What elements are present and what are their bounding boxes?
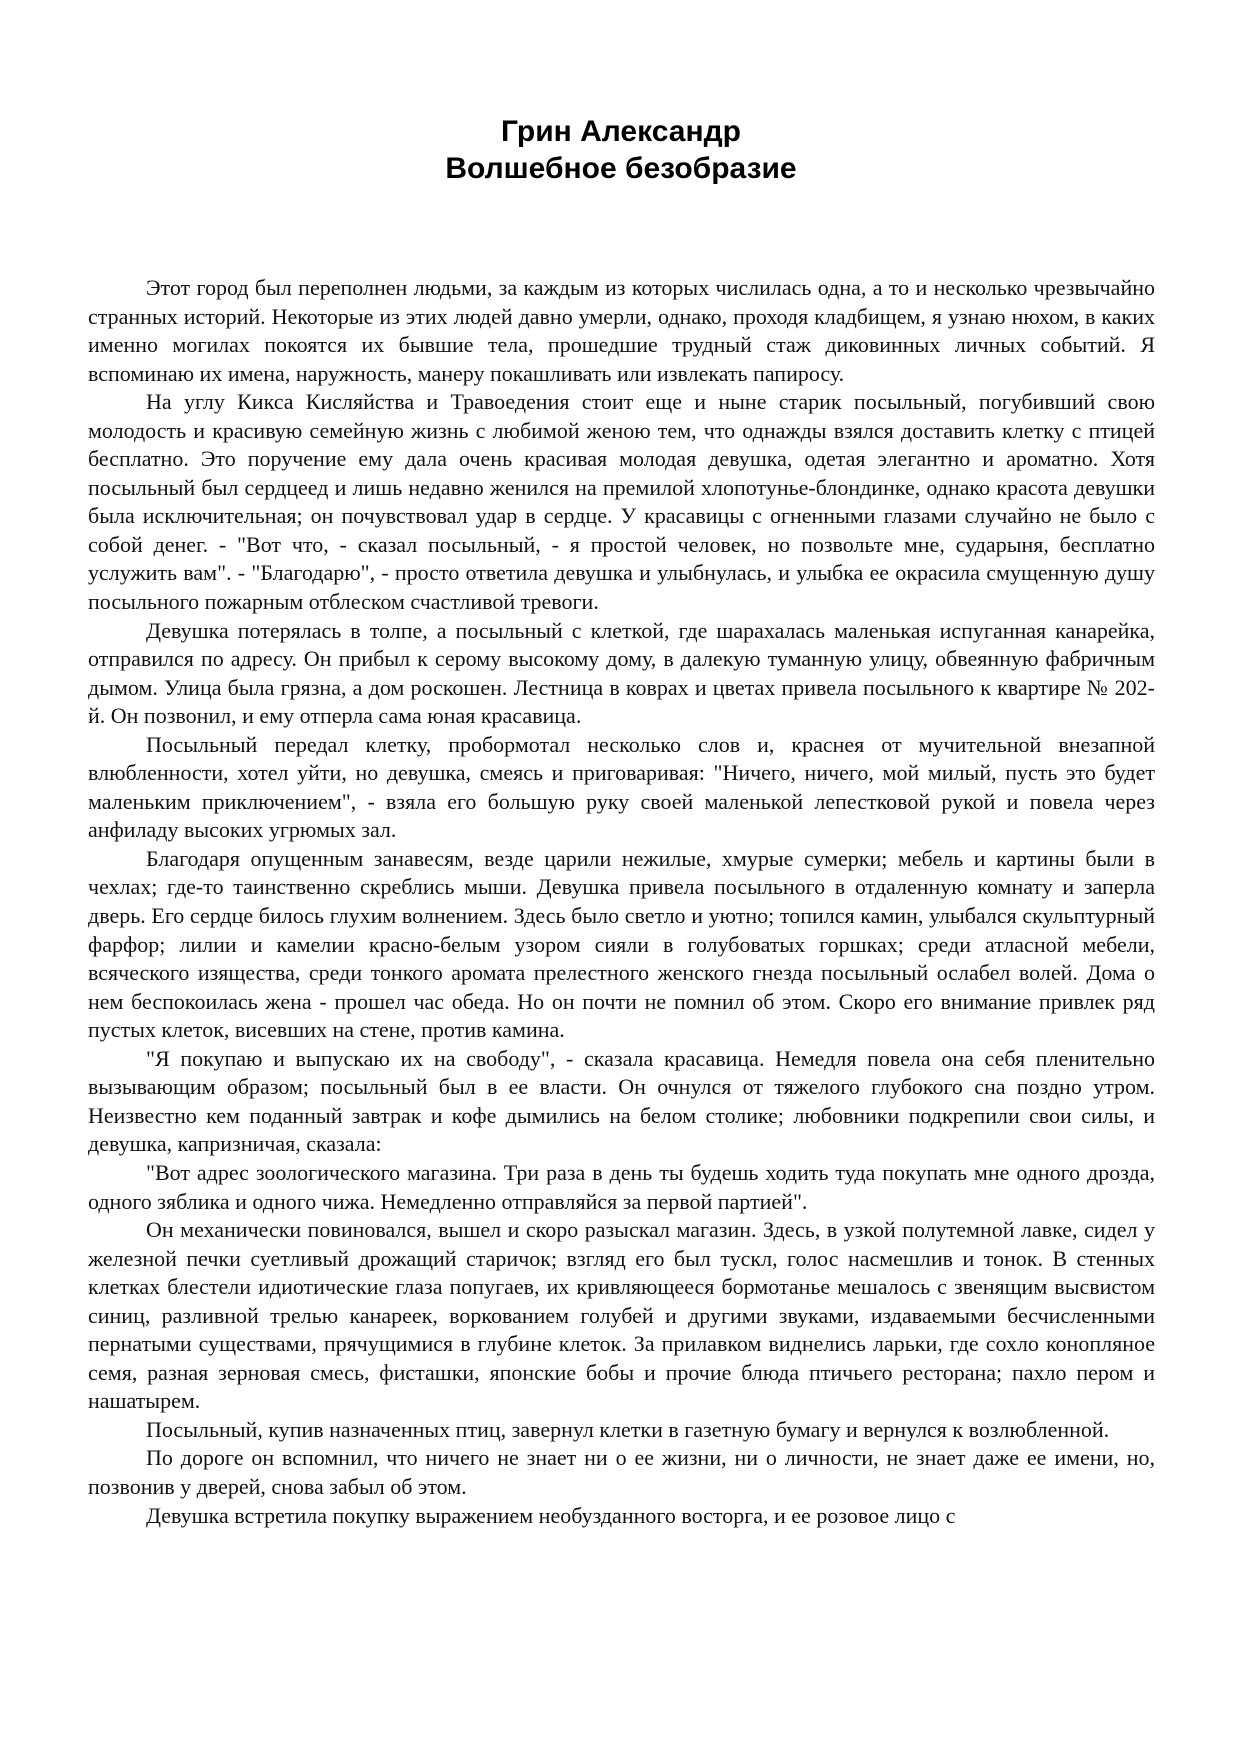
paragraph: Он механически повиновался, вышел и скоро разыскал магазин. Здесь, в узкой полутемной лавке, сидел у железной печки суетливый дрожащий старичок; взгляд его был тускл, голос насмешлив и тонок. В стенных клетках блестели идиотические глаза попугаев, их кривляющееся бормотанье мешалось с звенящим высвистом синиц, разливной трелью канареек, воркованием голубей и другими звуками, издаваемыми бесчисленными пернатыми существами, прячущимися в глубине клеток. За прилавком виднелись ларьки, где сохло конопляное семя, разная зерновая смесь, фисташки, японские бобы и прочие блюда птичьего ресторана; пахло пером и нашатырем.	[88, 1217, 1155, 1414]
story-title: Волшебное безобразие	[445, 152, 797, 185]
paragraph: Посыльный передал клетку, пробормотал несколько слов и, краснея от мучительной внезапной влюбленности, хотел уйти, но девушка, смеясь и приговаривая: "Ничего, ничего, мой милый, пусть это будет маленьким приключением", - взяла его большую руку своей маленькой лепестковой рукой и повела через анфиладу высоких угрюмых зал.	[88, 731, 1155, 843]
paragraph: Этот город был переполнен людьми, за каждым из которых числилась одна, а то и несколько чрезвычайно странных историй. Некоторые из этих людей давно умерли, однако, проходя кладбищем, я узнаю нюхом, в каких именно могилах покоятся их бывшие тела, прошедшие трудный стаж диковинных личных событий. Я вспоминаю их имена, наружность, манеру покашливать или извлекать папиросу.	[88, 275, 1155, 386]
story-body	[88, 274, 1155, 1530]
paragraph: Девушка потерялась в толпе, а посыльный с клеткой, где шарахалась маленькая испуганная канарейка, отправился по адресу. Он прибыл к серому высокому дому, в далекую туманную улицу, обвеянную фабричным дымом. Улица была грязна, а дом роскошен. Лестница в коврах и цветах привела посыльного к квартире № 202-й. Он позвонил, и ему отперла сама юная красавица.	[88, 617, 1155, 729]
paragraph: Благодаря опущенным занавесям, везде царили нежилые, хмурые сумерки; мебель и картины были в чехлах; где-то таинственно скреблись мыши. Девушка привела посыльного в отдаленную комнату и заперла дверь. Его сердце билось глухим волнением. Здесь было светло и уютно; топился камин, улыбался скульптурный фарфор; лилии и камелии красно-белым узором сияли в голубоватых горшках; среди атласной мебели, всяческого изящества, среди тонкого аромата прелестного женского гнезда посыльный ослабел волей. Дома о нем беспокоилась жена - прошел час обеда. Но он почти не помнил об этом. Скоро его внимание привлек ряд пустых клеток, висевших на стене, против камина.	[88, 845, 1155, 1043]
author-name: Грин Александр	[501, 115, 741, 148]
paragraph-last: Девушка встретила покупку выражением необузданного восторга, и ее розовое лицо с	[146, 1502, 956, 1528]
paragraph: "Вот адрес зоологического магазина. Три раза в день ты будешь ходить туда покупать мне одного дрозда, одного зяблика и одного чижа. Немедленно отправляйся за первой партией".	[88, 1159, 1155, 1214]
paragraph: "Я покупаю и выпускаю их на свободу", - сказала красавица. Немедля повела она себя пленительно вызывающим образом; посыльный был в ее власти. Он очнулся от тяжелого глубокого сна поздно утром. Неизвестно кем поданный завтрак и кофе дымились на белом столике; любовники подкрепили свои силы, и девушка, капризничая, сказала:	[88, 1045, 1155, 1157]
document-header	[0, 113, 1242, 187]
paragraph: На углу Кикса Кисляйства и Травоедения стоит еще и ныне старик посыльный, погубивший свою молодость и красивую семейную жизнь с любимой женою тем, что однажды взялся доставить клетку с птицей бесплатно. Это поручение ему дала очень красивая молодая девушка, одетая элегантно и ароматно. Хотя посыльный был сердцеед и лишь недавно женился на премилой хлопотунье-блондинке, однако красота девушки была исключительная; он почувствовал удар в сердце. У красавицы с огненными глазами случайно не было с собой денег. - "Вот что, - сказал посыльный, - я простой человек, но позвольте мне, сударыня, бесплатно услужить вам". - "Благодарю", - просто ответила девушка и улыбнулась, и улыбка ее окрасила смущенную душу посыльного пожарным отблеском счастливой тревоги.	[88, 389, 1155, 615]
paragraph: Посыльный, купив назначенных птиц, завернул клетки в газетную бумагу и вернулся к возлюбленной.	[146, 1416, 1110, 1442]
paragraph: По дороге он вспомнил, что ничего не знает ни о ее жизни, ни о личности, не знает даже ее имени, но, позвонив у дверей, снова забыл об этом.	[88, 1445, 1155, 1499]
